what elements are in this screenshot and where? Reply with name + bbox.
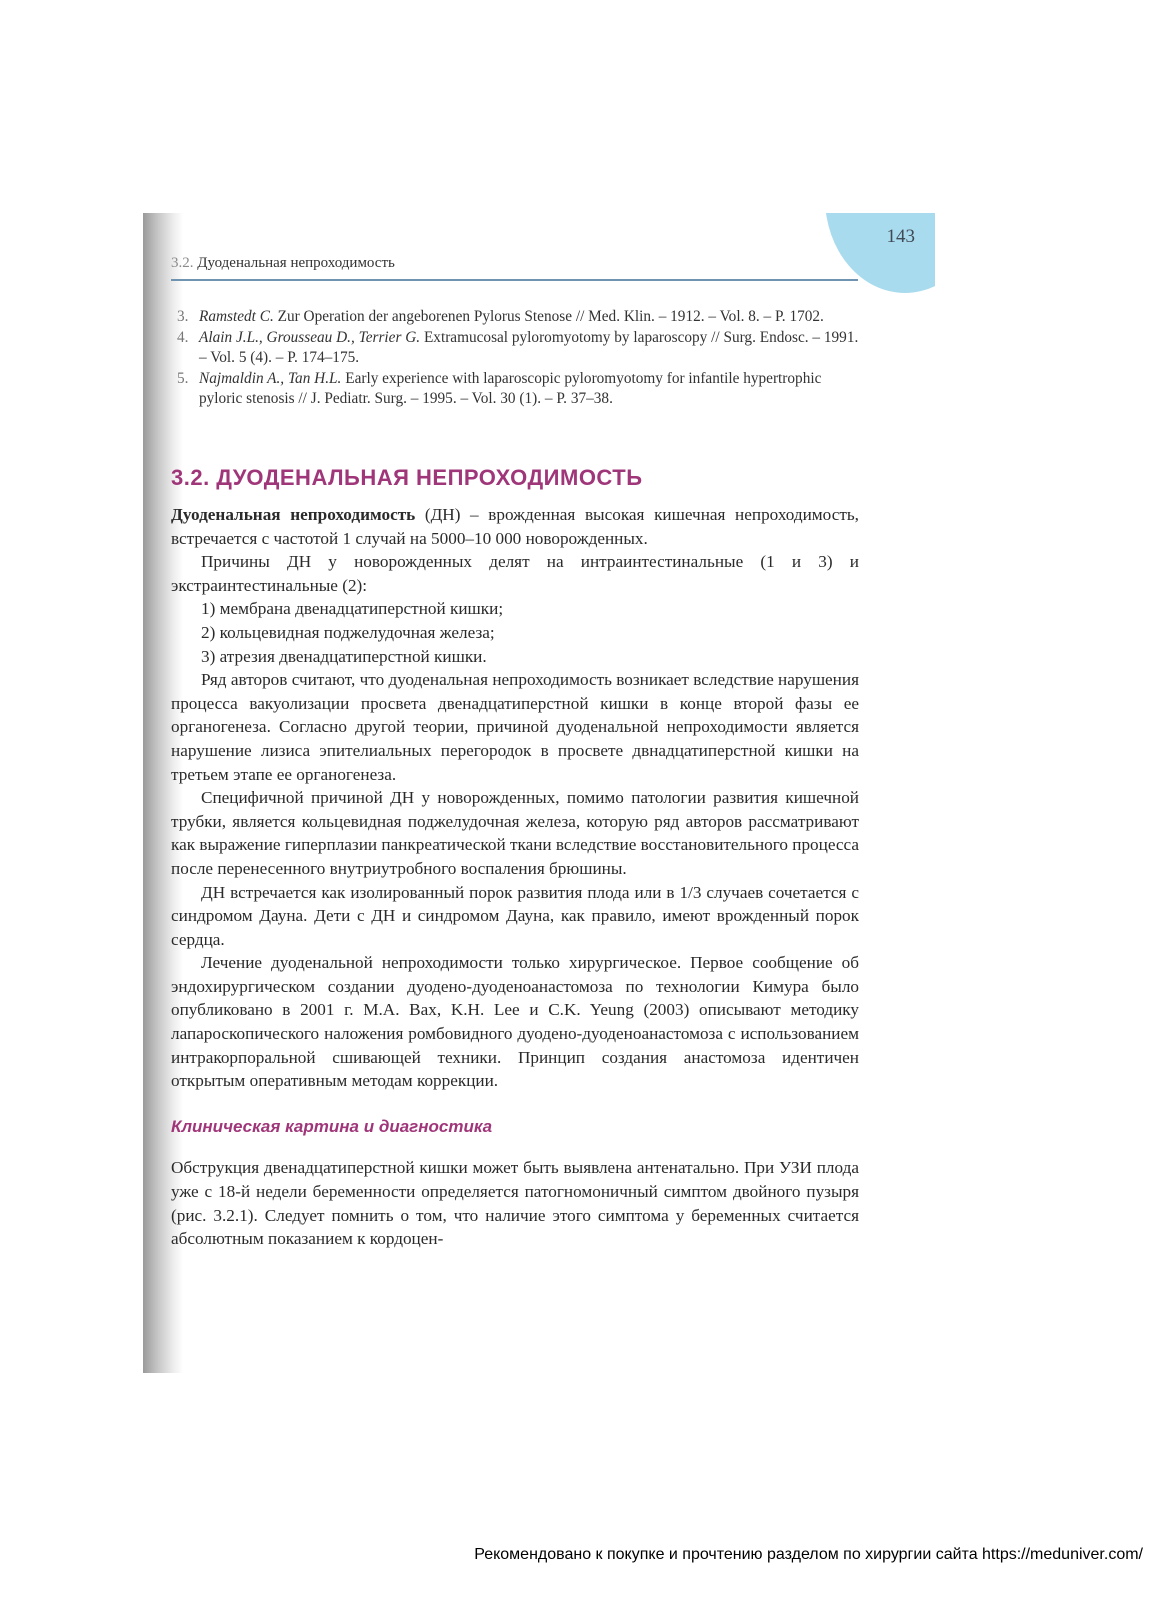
- footer-recommendation: Рекомендовано к покупке и прочтению разделом по хирургии сайта https://meduniver.com/: [474, 1546, 1143, 1563]
- reference-text: Extramucosal pyloromyotomy by laparoscopy // Surg. Endosc. – 1991. – Vol. 5 (4). – P. 174–175.: [199, 328, 859, 366]
- reference-authors: Alain J.L., Grousseau D., Terrier G.: [199, 328, 421, 346]
- cause-item: 3) атрезия двенадцатиперстной кишки.: [201, 646, 487, 666]
- reference-number: 5.: [177, 369, 189, 387]
- page-corner-tab: [825, 213, 935, 293]
- subsection-heading: Клиническая картина и диагностика: [171, 1116, 493, 1136]
- running-header-number: 3.2.: [171, 255, 194, 271]
- body-paragraph: ДН встречается как изолированный порок развития плода или в 1/3 случаев сочетается с синдромом Дауна. Дети с ДН и синдромом Дауна, как правило, имеют врожденный порок сердца.: [171, 882, 859, 949]
- cause-item: 1) мембрана двенадцатиперстной кишки;: [201, 599, 504, 619]
- reference-item: [177, 369, 862, 410]
- clinical-paragraph: Обструкция двенадцатиперстной кишки может быть выявлена антенатально. При УЗИ плода уже с 18-й недели беременности определяется патогномоничный симптом двойного пузыря (рис. 3.2.1). Следует помнить о том, что наличие этого симптома у беременных считается абсолютным показанием к кордоцен-: [171, 1158, 859, 1249]
- running-header-title: Дуоденальная непроходимость: [197, 255, 395, 271]
- reference-text: Zur Operation der angeborenen Pylorus Stenose // Med. Klin. – 1912. – Vol. 8. – P. 1702.: [277, 308, 824, 325]
- reference-item: [177, 328, 862, 369]
- reference-list: [177, 307, 862, 410]
- intro-paragraph: [171, 503, 859, 550]
- causes-paragraph: Причины ДН у новорожденных делят на интраинтестинальные (1 и 3) и экстраинтестинальные (2):: [171, 552, 859, 595]
- reference-item: [177, 307, 862, 328]
- reference-authors: Ramstedt C.: [199, 308, 274, 325]
- intro-rest: (ДН) – врожденная высокая кишечная непроходимость, встречается с частотой 1 случай на 5000–10 000 новорожденных.: [171, 505, 859, 548]
- body-paragraph: Ряд авторов считают, что дуоденальная непроходимость возникает вследствие нарушения процесса вакуолизации просвета двенадцатиперстной кишки в конце второй фазы ее органогенеза. Согласно другой теории, причиной дуоденальной непроходимости является нарушение лизиса эпителиальных перегородок в просвете двнадцатиперстной кишки на третьем этапе ее органогенеза.: [171, 670, 859, 784]
- reference-authors: Najmaldin A., Tan H.L.: [199, 369, 342, 387]
- reference-number: 3.: [177, 308, 189, 325]
- section-heading: 3.2. ДУОДЕНАЛЬНАЯ НЕПРОХОДИМОСТЬ: [171, 465, 643, 490]
- book-page-scan: [143, 213, 935, 1373]
- cause-item: 2) кольцевидная поджелудочная железа;: [201, 622, 495, 642]
- running-header: [171, 255, 395, 272]
- reference-number: 4.: [177, 328, 189, 346]
- intro-term: Дуоденальная непроходимость: [171, 505, 416, 524]
- body-paragraph: Специфичной причиной ДН у новорожденных, помимо патологии развития кишечной трубки, является кольцевидная поджелудочная железа, которую ряд авторов рассматривают как выражение гиперплазии панкреатической ткани вследствие восстановительного процесса после перенесенного внутриутробного воспаления брюшины.: [171, 788, 859, 878]
- body-text: [171, 503, 859, 1251]
- body-paragraph: Лечение дуоденальной непроходимости только хирургическое. Первое сообщение об эндохирургическом создании дуодено-дуоденоанастомоза по технологии Кимура было опубликовано в 2001 г. M.A. Bax, K.H. Lee и C.K. Yeung (2003) описывают методику лапароскопического наложения ромбовидного дуодено-дуоденоанастомоза с использованием интракорпоральной сшивающей техники. Принцип создания анастомоза идентичен открытым оперативным методам коррекции.: [171, 953, 859, 1091]
- header-rule: [171, 279, 858, 281]
- page-number: 143: [886, 226, 915, 247]
- reference-text: Early experience with laparoscopic pyloromyotomy for infantile hypertrophic pyloric stenosis // J. Pediatr. Surg. – 1995. – Vol. 30 (1). – P. 37–38.: [199, 369, 822, 407]
